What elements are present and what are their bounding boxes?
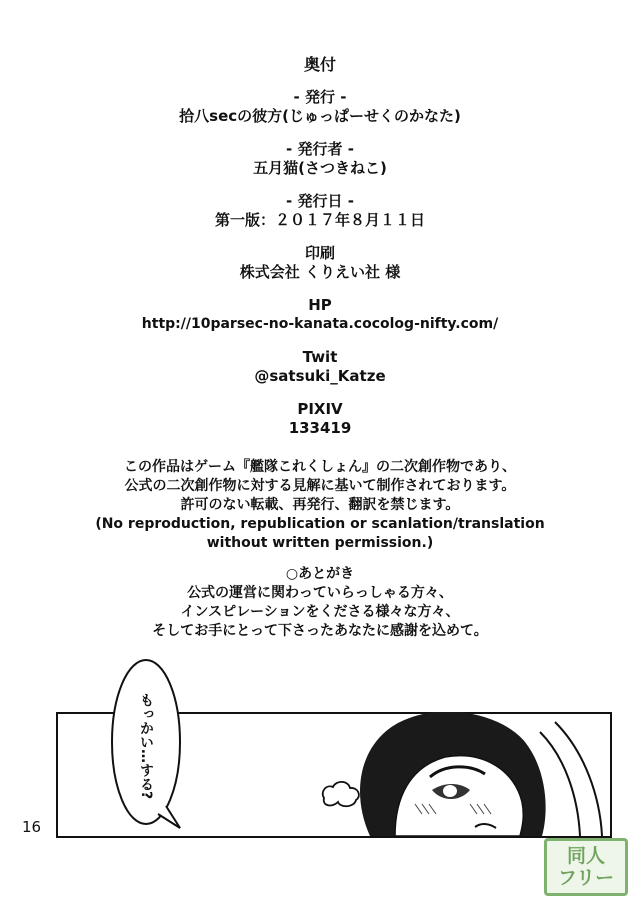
afterword-line: インスピレーションをくださる様々な方々、 (180, 604, 460, 620)
notice-line: 公式の二次創作物に対する見解に基いて制作されております。 (124, 478, 516, 494)
afterword-line: 公式の運営に関わっていらっしゃる方々、 (187, 585, 453, 601)
hp-label: HP (308, 296, 332, 314)
publisher-section (0, 88, 640, 126)
speech-text: もっかい…する? (138, 692, 154, 800)
publisher-label: - 発行 - (293, 88, 347, 106)
author-name: 五月猫(さつきねこ) (253, 159, 387, 177)
notice-line: 許可のない転載、再発行、翻訳を禁じます。 (180, 497, 460, 513)
printer-name: 株式会社 くりえい社 様 (239, 263, 401, 281)
printer-label: 印刷 (304, 244, 335, 262)
afterword-line: そしてお手にとって下さったあなたに感謝を込めて。 (152, 623, 488, 639)
notice-line: (No reproduction, republication or scanlation/translation (95, 516, 545, 532)
pixiv-label: PIXIV (297, 400, 343, 418)
notice-line: この作品はゲーム『艦隊これくしょん』の二次創作物であり、 (124, 459, 516, 475)
date-section (0, 192, 640, 230)
doujin-free-badge (544, 838, 628, 896)
pixiv-id: 133419 (288, 419, 352, 437)
notice-line: without written permission.) (206, 535, 434, 551)
pixiv-section (0, 400, 640, 438)
twit-handle: @satsuki_Katze (254, 367, 386, 385)
afterword-heading: ○あとがき (285, 566, 355, 582)
twit-section (0, 348, 640, 386)
publisher-name: 拾八secの彼方(じゅっぱーせくのかなた) (179, 107, 461, 125)
printer-section (0, 244, 640, 282)
character-illustration (310, 712, 610, 836)
publish-date: 第一版：２０１７年８月１１日 (214, 211, 425, 229)
steam-puff-icon (318, 778, 362, 810)
author-label: - 発行者 - (286, 140, 354, 158)
twit-label: Twit (302, 348, 338, 366)
badge-line: 同人 (566, 845, 605, 867)
date-label: - 発行日 - (286, 192, 354, 210)
page-number: 16 (22, 818, 42, 836)
badge-line: フリー (557, 867, 615, 889)
colophon (0, 55, 640, 641)
copyright-notice (0, 458, 640, 553)
hp-section (0, 296, 640, 334)
afterword (0, 565, 640, 641)
hp-url: http://10parsec-no-kanata.cocolog-nifty.com/ (141, 316, 499, 332)
author-section (0, 140, 640, 178)
colophon-title: 奥付 (303, 55, 336, 74)
